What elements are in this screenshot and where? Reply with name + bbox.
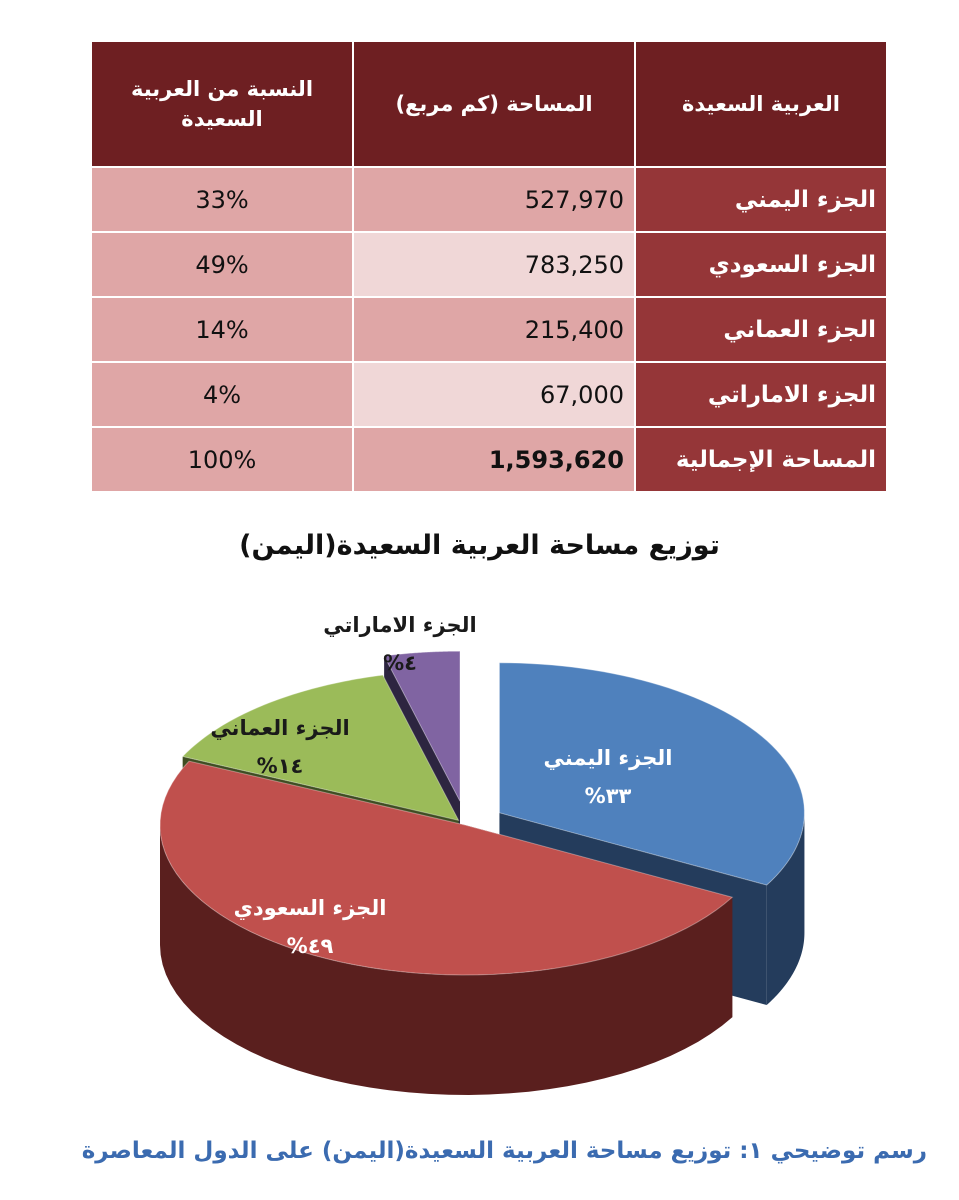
table-total-row — [91, 427, 887, 492]
row-area: 527,970 — [353, 167, 635, 232]
pie-label-emirati: الجزء الاماراتي — [323, 613, 477, 637]
pie-label-saudi: الجزء السعودي — [233, 896, 387, 920]
header-share-line1: النسبة من العربية — [130, 76, 314, 101]
pie-value-saudi: %٤٩ — [286, 934, 334, 958]
pie-label-omani: الجزء العماني — [210, 716, 350, 740]
header-area: المساحة (كم مربع) — [353, 41, 635, 167]
row-pct: 4% — [91, 362, 353, 427]
chart-title: توزيع مساحة العربية السعيدة(اليمن) — [239, 530, 720, 561]
row-name: الجزء الاماراتي — [635, 362, 887, 427]
header-share-line2: السعيدة — [181, 107, 263, 131]
header-region: العربية السعيدة — [635, 41, 887, 167]
pie-value-omani: %١٤ — [256, 754, 304, 778]
row-pct: 14% — [91, 297, 353, 362]
table-header-row — [91, 41, 887, 167]
total-name: المساحة الإجمالية — [635, 427, 887, 492]
row-name: الجزء العماني — [635, 297, 887, 362]
figure-caption: رسم توضيحي ١: توزيع مساحة العربية السعيدة(اليمن) على الدول المعاصرة — [81, 1138, 927, 1164]
pie-value-yemeni: %٣٣ — [584, 784, 632, 808]
row-area: 67,000 — [353, 362, 635, 427]
row-area: 215,400 — [353, 297, 635, 362]
table-row — [91, 167, 887, 232]
pie-value-emirati: %٤ — [383, 651, 417, 675]
table-row — [91, 232, 887, 297]
row-name: الجزء السعودي — [635, 232, 887, 297]
row-name: الجزء اليمني — [635, 167, 887, 232]
row-pct: 49% — [91, 232, 353, 297]
total-pct: 100% — [91, 427, 353, 492]
pie-chart — [0, 590, 959, 1130]
row-pct: 33% — [91, 167, 353, 232]
pie-label-yemeni: الجزء اليمني — [543, 746, 673, 770]
area-table — [90, 40, 888, 493]
table-row — [91, 297, 887, 362]
header-share — [91, 41, 353, 167]
total-area: 1,593,620 — [353, 427, 635, 492]
table-row — [91, 362, 887, 427]
row-area: 783,250 — [353, 232, 635, 297]
